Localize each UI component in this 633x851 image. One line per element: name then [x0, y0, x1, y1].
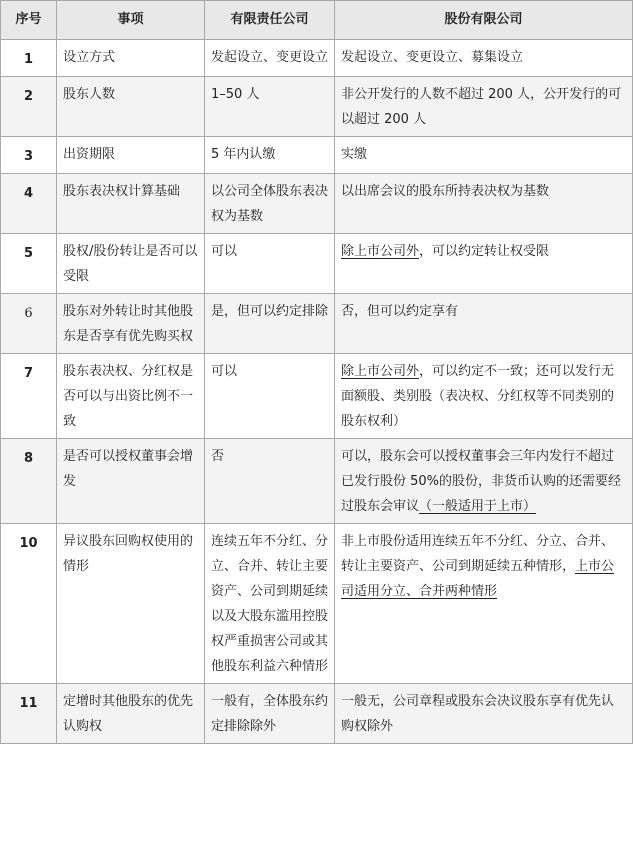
- row-number: 7: [1, 354, 57, 439]
- header-jsc: 股份有限公司: [335, 1, 633, 40]
- table-row: [1, 174, 633, 234]
- row-number: 4: [1, 174, 57, 234]
- row-number: 11: [1, 684, 57, 744]
- row-number: 3: [1, 137, 57, 174]
- row-jsc-text: 一般无，公司章程或股东会决议股东享有优先认购权除外: [341, 694, 615, 734]
- row-number: 10: [1, 524, 57, 684]
- header-number: 序号: [1, 1, 57, 40]
- row-llc: 发起设立、变更设立: [205, 40, 335, 77]
- row-item: 是否可以授权董事会增发: [57, 439, 205, 524]
- row-item: 股东表决权、分红权是否可以与出资比例不一致: [57, 354, 205, 439]
- row-llc: 连续五年不分红、分立、合并、转让主要资产、公司到期延续以及大股东滥用控股权严重损害公司或其他股东利益六种情形: [205, 524, 335, 684]
- header-row: [1, 1, 633, 40]
- row-jsc-text: ，可以约定不一致；还可以发行无面额股、类别股（表决权、分红权等不同类别的股东权利）: [341, 364, 615, 429]
- row-item: 设立方式: [57, 40, 205, 77]
- row-llc: 1–50 人: [205, 77, 335, 137]
- row-llc: 可以: [205, 354, 335, 439]
- row-item: 股权/股份转让是否可以受限: [57, 234, 205, 294]
- row-jsc-text: 非公开发行的人数不超过 200 人，公开发行的可以超过 200 人: [341, 87, 622, 127]
- row-jsc: [335, 354, 633, 439]
- row-jsc: [335, 234, 633, 294]
- row-llc: 是，但可以约定排除: [205, 294, 335, 354]
- row-jsc: [335, 439, 633, 524]
- row-jsc-text: 可以，股东会可以授权董事会三年内发行不超过已发行股份 50%的股份，非货币认购的还需要经过股东会审议: [341, 449, 622, 514]
- row-item: 股东表决权计算基础: [57, 174, 205, 234]
- row-llc: 一般有，全体股东约定排除除外: [205, 684, 335, 744]
- row-number: 6: [1, 294, 57, 354]
- table-row: [1, 77, 633, 137]
- row-jsc-underlined-tail: （一般适用于上市）: [419, 499, 537, 514]
- row-item: 出资期限: [57, 137, 205, 174]
- row-jsc-underlined-lead: 除上市公司外: [341, 244, 420, 259]
- row-jsc: [335, 524, 633, 684]
- row-jsc: [335, 294, 633, 354]
- row-llc: 可以: [205, 234, 335, 294]
- row-llc: 以公司全体股东表决权为基数: [205, 174, 335, 234]
- table-row: [1, 294, 633, 354]
- header-item: 事项: [57, 1, 205, 40]
- table-row: [1, 684, 633, 744]
- row-jsc-text: ，可以约定转让权受限: [419, 244, 550, 259]
- row-jsc-text: 发起设立、变更设立、募集设立: [341, 50, 524, 65]
- row-jsc-underlined-lead: 除上市公司外: [341, 364, 420, 379]
- table-row: [1, 524, 633, 684]
- table-row: [1, 137, 633, 174]
- row-jsc-text: 否，但可以约定享有: [341, 304, 459, 319]
- row-jsc: [335, 40, 633, 77]
- row-item: 股东对外转让时其他股东是否享有优先购买权: [57, 294, 205, 354]
- row-number: 8: [1, 439, 57, 524]
- row-llc: 5 年内认缴: [205, 137, 335, 174]
- row-number: 1: [1, 40, 57, 77]
- table-row: [1, 40, 633, 77]
- row-number: 2: [1, 77, 57, 137]
- table-row: [1, 354, 633, 439]
- row-llc: 否: [205, 439, 335, 524]
- row-jsc-text: 实缴: [341, 147, 368, 162]
- table-row: [1, 439, 633, 524]
- table-row: [1, 234, 633, 294]
- row-item: 定增时其他股东的优先认购权: [57, 684, 205, 744]
- row-jsc-text: 非上市股份适用连续五年不分红、分立、合并、转让主要资产、公司到期延续五种情形，: [341, 534, 615, 574]
- row-jsc-underlined-tail: 上市公司适用分立、合并两种情形: [341, 559, 615, 599]
- row-jsc: [335, 137, 633, 174]
- row-item: 异议股东回购权使用的情形: [57, 524, 205, 684]
- row-item: 股东人数: [57, 77, 205, 137]
- row-jsc: [335, 684, 633, 744]
- row-jsc: [335, 77, 633, 137]
- row-number: 5: [1, 234, 57, 294]
- row-jsc-text: 以出席会议的股东所持表决权为基数: [341, 184, 550, 199]
- row-jsc: [335, 174, 633, 234]
- header-llc: 有限责任公司: [205, 1, 335, 40]
